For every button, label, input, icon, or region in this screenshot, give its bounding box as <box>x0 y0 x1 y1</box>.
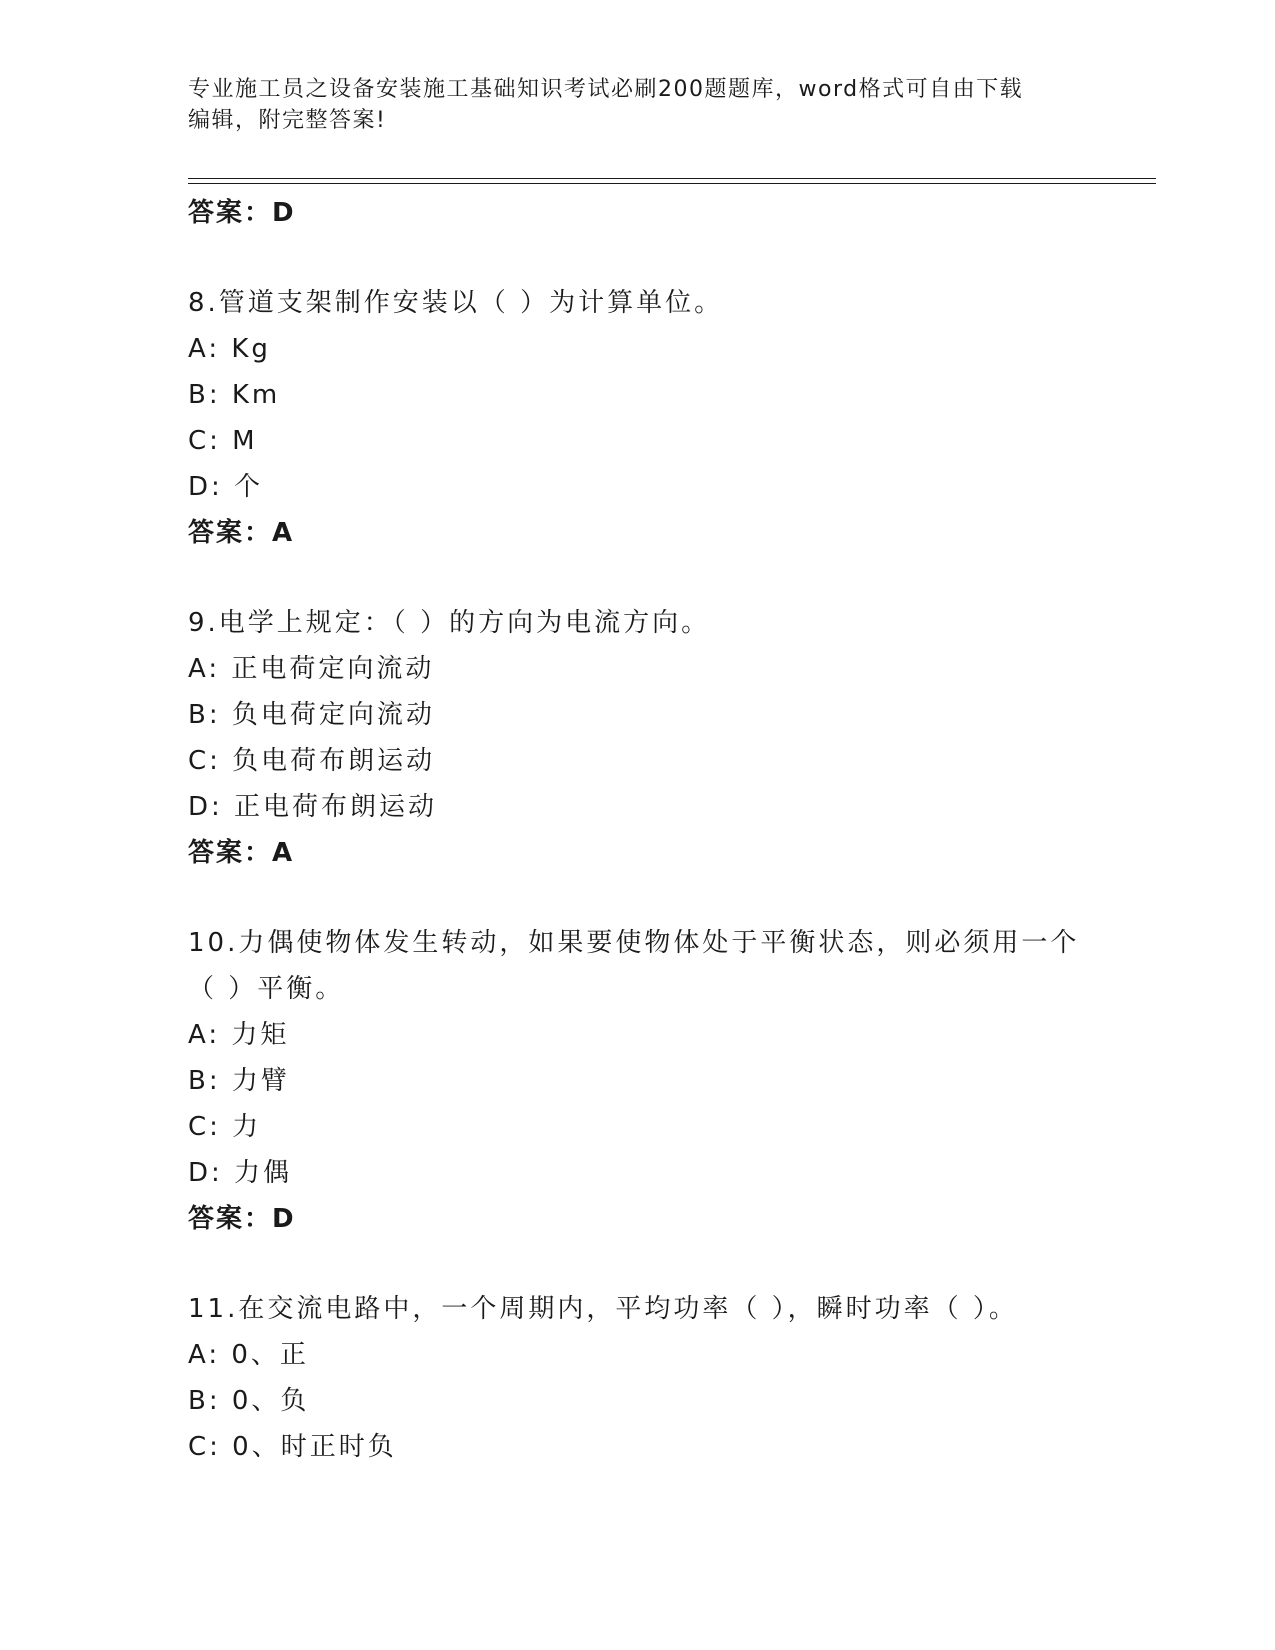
option-a: A: 正电荷定向流动 <box>188 654 435 684</box>
spacer <box>188 1242 1148 1286</box>
question-stem: 8.管道支架制作安装以（ ）为计算单位。 <box>188 288 724 318</box>
spacer <box>188 236 1148 280</box>
option-c: C: 力 <box>188 1112 262 1142</box>
option-c: C: M <box>188 426 258 456</box>
option-a: A: 力矩 <box>188 1020 290 1050</box>
spacer <box>188 876 1148 920</box>
document-header <box>188 74 1088 136</box>
header-divider-bottom <box>188 183 1156 184</box>
option-d: D: 个 <box>188 472 264 502</box>
answer-line: 答案：A <box>188 518 295 548</box>
header-title-line-2: 编辑，附完整答案! <box>188 108 387 133</box>
header-title-line-1: 专业施工员之设备安装施工基础知识考试必刷200题题库，word格式可自由下载 <box>188 77 1024 102</box>
option-a: A: 0、正 <box>188 1340 309 1370</box>
question-stem-line-2: （ ）平衡。 <box>188 974 345 1004</box>
option-c: C: 负电荷布朗运动 <box>188 746 436 776</box>
header-divider-top <box>188 178 1156 179</box>
option-b: B: Km <box>188 380 281 410</box>
question-block-10 <box>188 920 1148 1242</box>
answer-line-q7: 答案：D <box>188 198 296 228</box>
option-d: D: 正电荷布朗运动 <box>188 792 438 822</box>
spacer <box>188 556 1148 600</box>
question-stem-line-1: 10.力偶使物体发生转动，如果要使物体处于平衡状态，则必须用一个 <box>188 928 1080 958</box>
question-block-9 <box>188 600 1148 876</box>
question-block-8 <box>188 280 1148 556</box>
answer-line: 答案：A <box>188 838 295 868</box>
answer-line: 答案：D <box>188 1204 296 1234</box>
question-stem: 11.在交流电路中，一个周期内，平均功率（ ），瞬时功率（ ）。 <box>188 1294 1018 1324</box>
option-b: B: 力臂 <box>188 1066 290 1096</box>
option-c: C: 0、时正时负 <box>188 1432 397 1462</box>
question-stem: 9.电学上规定：（ ）的方向为电流方向。 <box>188 608 711 638</box>
option-a: A: Kg <box>188 334 271 364</box>
option-b: B: 0、负 <box>188 1386 310 1416</box>
question-list <box>188 190 1148 1470</box>
option-d: D: 力偶 <box>188 1158 293 1188</box>
question-block-11 <box>188 1286 1148 1470</box>
option-b: B: 负电荷定向流动 <box>188 700 435 730</box>
